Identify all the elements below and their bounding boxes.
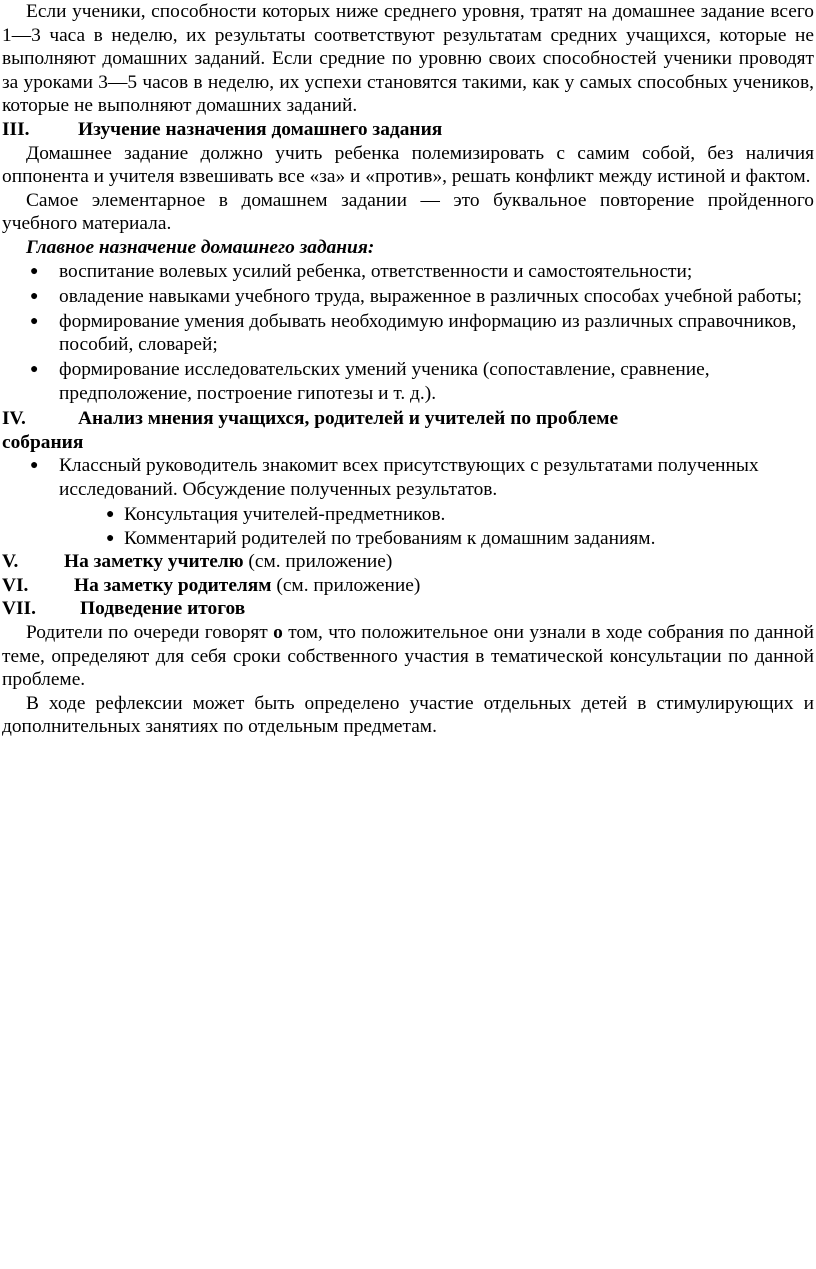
section-title: Анализ мнения учащихся, родителей и учителей по проблеме <box>78 408 619 430</box>
bullet-icon: ● <box>30 313 39 329</box>
bullet-icon: ● <box>30 458 39 474</box>
list-item-text: воспитание волевых усилий ребенка, ответственности и самостоятельности; <box>59 260 693 282</box>
paragraph-text-continued: том, что положительное они узнали в ходе собрания по данной теме, определяют для себя сроки собственного участия в тематической консультации по данной проблеме. <box>2 621 815 691</box>
section-title: Подведение итогов <box>80 598 246 620</box>
section-7-paragraph-2: В ходе рефлексии может быть определено участие отдельных детей в стимулирующих и дополнительных занятиях по отдельным предметам. <box>2 692 814 738</box>
list-item <box>2 260 814 284</box>
section-6-heading <box>2 574 814 598</box>
section-title: На заметку родителям <box>74 574 272 596</box>
section-note: (см. приложение) <box>271 574 421 596</box>
paragraph-bold-letter: о <box>273 621 283 643</box>
list-item-text: Классный руководитель знакомит всех присутствующих с результатами полученных исследований. Обсуждение полученных результатов. <box>59 455 759 500</box>
list-item-text: Консультация учителей-предметников. <box>124 503 446 525</box>
section-7-paragraph-1 <box>2 621 814 692</box>
paragraph-text: Родители по очереди говорят <box>26 621 274 643</box>
section-7-heading <box>2 597 814 621</box>
bullet-icon: ● <box>106 530 115 546</box>
section-5-heading <box>2 550 814 574</box>
section-3-subheading: Главное назначение домашнего задания: <box>26 236 375 258</box>
list-item-text: формирование исследовательских умений ученика (сопоставление, сравнение, предположение, построение гипотезы и т. д.). <box>59 359 710 404</box>
section-number: IV. <box>2 408 26 430</box>
analysis-list <box>2 454 814 501</box>
bullet-icon: ● <box>30 288 39 304</box>
section-title-continued: собрания <box>2 431 84 453</box>
list-item <box>2 310 814 357</box>
analysis-sub-list <box>2 503 814 550</box>
section-number: VI. <box>2 574 29 596</box>
section-3-paragraph-2: Самое элементарное в домашнем задании — это буквальное повторение пройденного учебного материала. <box>2 189 814 235</box>
section-3-paragraph-1: Домашнее задание должно учить ребенка полемизировать с самим собой, без наличия оппонента и учителя взвешивать все «за» и «против», решать конфликт между истиной и фактом. <box>2 142 814 188</box>
section-number: III. <box>2 118 30 140</box>
section-3-heading <box>2 118 814 142</box>
list-item-text: формирование умения добывать необходимую информацию из различных справочников, пособий, словарей; <box>59 310 797 356</box>
section-title: На заметку учителю <box>64 551 244 573</box>
section-note: (см. приложение) <box>243 551 393 573</box>
list-item <box>2 285 814 309</box>
list-item <box>2 358 814 405</box>
intro-paragraph: Если ученики, способности которых ниже среднего уровня, тратят на домашнее задание всего 1—3 часа в неделю, их результаты соответствуют результатам средних учащихся, которые не выполняют домашних заданий. Если средние по уровню своих способностей ученики проводят за уроками 3—5 часов в неделю, их успехи становятся такими, как у самых способных учеников, которые не выполняют домашних заданий. <box>2 1 814 117</box>
section-4-heading <box>2 407 814 454</box>
section-number: VII. <box>2 598 36 620</box>
purpose-list <box>2 260 814 406</box>
bullet-icon: ● <box>30 263 39 279</box>
section-number: V. <box>2 551 19 573</box>
bullet-icon: ● <box>106 506 115 522</box>
list-item <box>2 527 814 551</box>
list-item <box>2 503 814 527</box>
list-item <box>2 454 814 501</box>
list-item-text: овладение навыками учебного труда, выраженное в различных способах учебной работы; <box>59 285 803 307</box>
list-item-text: Комментарий родителей по требованиям к домашним заданиям. <box>124 527 656 549</box>
section-title: Изучение назначения домашнего задания <box>78 118 443 140</box>
bullet-icon: ● <box>30 362 39 378</box>
